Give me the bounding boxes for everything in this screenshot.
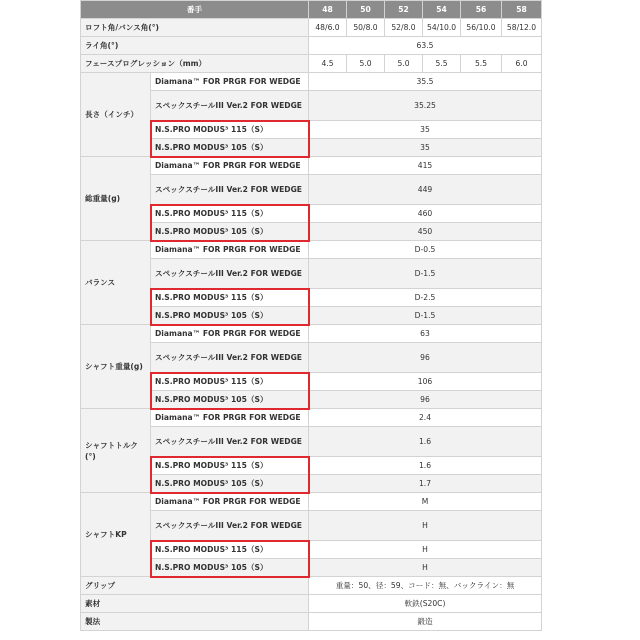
balance-value: D-2.5	[309, 289, 542, 307]
shaft-name: Diamana™ FOR PRGR FOR WEDGE	[151, 409, 309, 427]
material-value: 軟鉄(S20C)	[309, 595, 542, 613]
face-value: 4.5	[309, 55, 347, 73]
kp-row-modus105	[81, 559, 542, 577]
material-row	[81, 595, 542, 613]
length-value: 35.5	[309, 73, 542, 91]
shaft-name: N.S.PRO MODUS³ 105（S）	[151, 391, 309, 409]
torque-row-modus105	[81, 475, 542, 493]
shaft-weight-value: 63	[309, 325, 542, 343]
torque-value: 1.6	[309, 427, 542, 457]
weight-row-diamana	[81, 157, 542, 175]
balance-value: D-1.5	[309, 307, 542, 325]
shaft-name: スペックスチールIII Ver.2 FOR WEDGE	[151, 343, 309, 373]
weight-value: 450	[309, 223, 542, 241]
shaft-name: N.S.PRO MODUS³ 105（S）	[151, 475, 309, 493]
length-row-modus115	[81, 121, 542, 139]
kp-value: M	[309, 493, 542, 511]
shaft-weight-row-modus105	[81, 391, 542, 409]
method-row	[81, 613, 542, 631]
kp-label: シャフトKP	[81, 493, 151, 577]
weight-row-modus105	[81, 223, 542, 241]
lie-label: ライ角(°)	[81, 37, 309, 55]
kp-row-modus115	[81, 541, 542, 559]
torque-row-spec	[81, 427, 542, 457]
face-label: フェースプログレッション（mm）	[81, 55, 309, 73]
club-number: 50	[347, 1, 385, 19]
face-value: 5.0	[347, 55, 385, 73]
length-value: 35	[309, 121, 542, 139]
shaft-name: Diamana™ FOR PRGR FOR WEDGE	[151, 157, 309, 175]
shaft-name: N.S.PRO MODUS³ 105（S）	[151, 559, 309, 577]
balance-row-modus105	[81, 307, 542, 325]
weight-row-modus115	[81, 205, 542, 223]
weight-value: 460	[309, 205, 542, 223]
face-value: 5.5	[461, 55, 502, 73]
weight-label: 総重量(g)	[81, 157, 151, 241]
lie-row	[81, 37, 542, 55]
shaft-name: スペックスチールIII Ver.2 FOR WEDGE	[151, 427, 309, 457]
balance-value: D-1.5	[309, 259, 542, 289]
shaft-name: Diamana™ FOR PRGR FOR WEDGE	[151, 325, 309, 343]
grip-value: 重量：50、径：59、コード：無、バックライン：無	[309, 577, 542, 595]
shaft-weight-value: 106	[309, 373, 542, 391]
lie-value: 63.5	[309, 37, 542, 55]
length-label: 長さ（インチ）	[81, 73, 151, 157]
loft-value: 50/8.0	[347, 19, 385, 37]
shaft-weight-label: シャフト重量(g)	[81, 325, 151, 409]
weight-value: 415	[309, 157, 542, 175]
method-label: 製法	[81, 613, 309, 631]
face-value: 5.5	[423, 55, 461, 73]
shaft-name: N.S.PRO MODUS³ 115（S）	[151, 373, 309, 391]
material-label: 素材	[81, 595, 309, 613]
shaft-name: N.S.PRO MODUS³ 115（S）	[151, 457, 309, 475]
length-row-modus105	[81, 139, 542, 157]
kp-row-diamana	[81, 493, 542, 511]
kp-value: H	[309, 511, 542, 541]
shaft-name: N.S.PRO MODUS³ 105（S）	[151, 139, 309, 157]
loft-value: 48/6.0	[309, 19, 347, 37]
balance-row-modus115	[81, 289, 542, 307]
shaft-name: スペックスチールIII Ver.2 FOR WEDGE	[151, 259, 309, 289]
shaft-weight-row-modus115	[81, 373, 542, 391]
club-number-header: 番手	[81, 1, 309, 19]
method-value: 鍛造	[309, 613, 542, 631]
shaft-name: N.S.PRO MODUS³ 115（S）	[151, 205, 309, 223]
face-value: 5.0	[385, 55, 423, 73]
weight-row-spec	[81, 175, 542, 205]
torque-value: 1.6	[309, 457, 542, 475]
length-value: 35.25	[309, 91, 542, 121]
grip-label: グリップ	[81, 577, 309, 595]
balance-label: バランス	[81, 241, 151, 325]
face-value: 6.0	[502, 55, 542, 73]
loft-value: 56/10.0	[461, 19, 502, 37]
loft-value: 58/12.0	[502, 19, 542, 37]
balance-value: D-0.5	[309, 241, 542, 259]
grip-row	[81, 577, 542, 595]
club-number: 52	[385, 1, 423, 19]
shaft-name: N.S.PRO MODUS³ 105（S）	[151, 223, 309, 241]
shaft-weight-value: 96	[309, 391, 542, 409]
shaft-name: Diamana™ FOR PRGR FOR WEDGE	[151, 493, 309, 511]
loft-row	[81, 19, 542, 37]
torque-value: 2.4	[309, 409, 542, 427]
club-number: 54	[423, 1, 461, 19]
shaft-name: スペックスチールIII Ver.2 FOR WEDGE	[151, 511, 309, 541]
loft-label: ロフト角/バンス角(°)	[81, 19, 309, 37]
shaft-weight-row-spec	[81, 343, 542, 373]
shaft-name: Diamana™ FOR PRGR FOR WEDGE	[151, 73, 309, 91]
balance-row-spec	[81, 259, 542, 289]
length-row-diamana	[81, 73, 542, 91]
torque-row-diamana	[81, 409, 542, 427]
kp-value: H	[309, 559, 542, 577]
shaft-name: N.S.PRO MODUS³ 105（S）	[151, 307, 309, 325]
loft-value: 54/10.0	[423, 19, 461, 37]
length-value: 35	[309, 139, 542, 157]
club-number: 58	[502, 1, 542, 19]
shaft-name: N.S.PRO MODUS³ 115（S）	[151, 121, 309, 139]
balance-row-diamana	[81, 241, 542, 259]
kp-value: H	[309, 541, 542, 559]
spec-table	[80, 0, 542, 631]
shaft-name: N.S.PRO MODUS³ 115（S）	[151, 289, 309, 307]
weight-value: 449	[309, 175, 542, 205]
length-row-spec	[81, 91, 542, 121]
shaft-weight-row-diamana	[81, 325, 542, 343]
shaft-name: スペックスチールIII Ver.2 FOR WEDGE	[151, 91, 309, 121]
shaft-name: スペックスチールIII Ver.2 FOR WEDGE	[151, 175, 309, 205]
kp-row-spec	[81, 511, 542, 541]
torque-value: 1.7	[309, 475, 542, 493]
torque-label: シャフトトルク(°)	[81, 409, 151, 493]
loft-value: 52/8.0	[385, 19, 423, 37]
club-number: 56	[461, 1, 502, 19]
shaft-name: N.S.PRO MODUS³ 115（S）	[151, 541, 309, 559]
torque-row-modus115	[81, 457, 542, 475]
face-row	[81, 55, 542, 73]
shaft-weight-value: 96	[309, 343, 542, 373]
shaft-name: Diamana™ FOR PRGR FOR WEDGE	[151, 241, 309, 259]
club-number: 48	[309, 1, 347, 19]
header-row	[81, 1, 542, 19]
